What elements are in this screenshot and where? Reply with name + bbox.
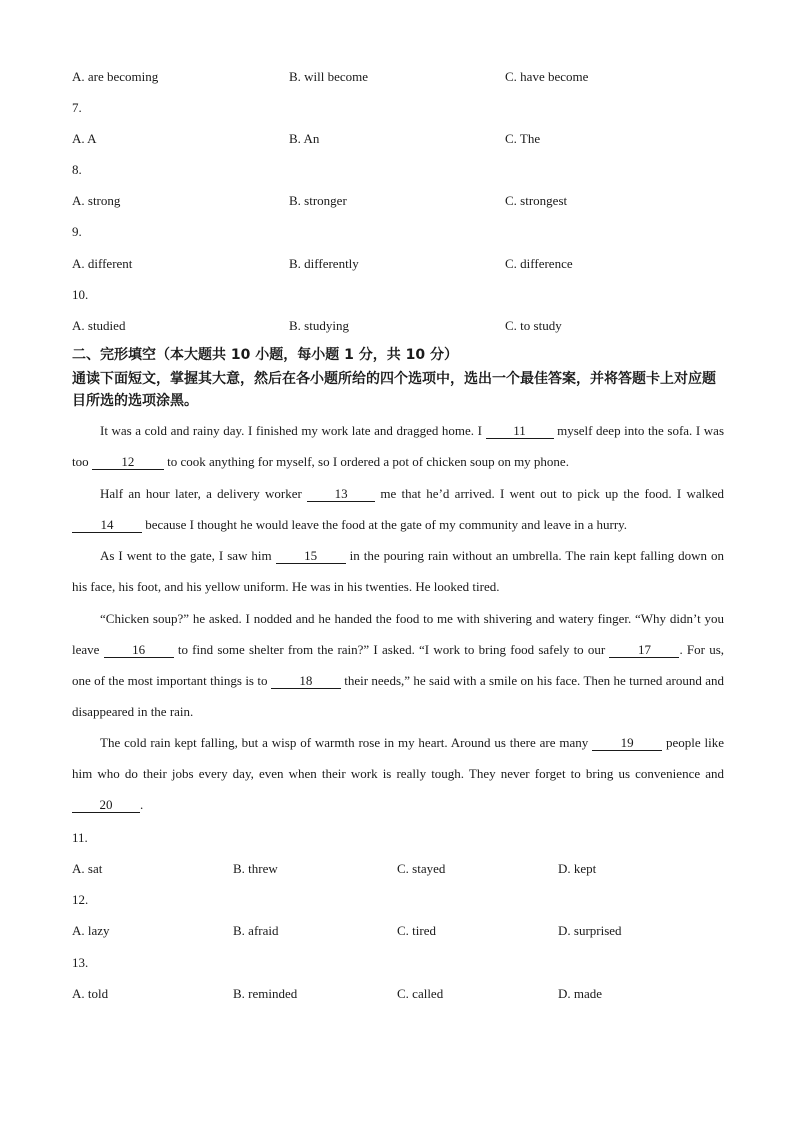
option-c: C. difference (505, 256, 573, 271)
question-8-number: 8. (72, 162, 82, 177)
blank-15: 15 (276, 549, 346, 564)
option-b: B. An (289, 131, 320, 146)
option-b: B. reminded (233, 986, 298, 1001)
question-11-number: 11. (72, 830, 88, 845)
option-c: C. strongest (505, 193, 568, 208)
section-instructions: 通读下面短文，掌握其大意，然后在各小题所给的四个选项中，选出一个最佳答案，并将答题卡上对应题目所选的选项涂黑。 (72, 371, 716, 409)
passage-paragraph-2: Half an hour later, a delivery worker 13 me that he’d arrived. I went out to pick up the food. I walked 14 because I thought he would leave the food at the gate of my community and leave in a hurry. (72, 478, 724, 540)
passage-paragraph-4: “Chicken soup?” he asked. I nodded and he handed the food to me with shivering and watery finger. “Why didn’t you leave 16 to find some shelter from the rain?” I asked. “I work to bring food safely to our 17 . For us, one of the most important things is to 18 their needs,” he said with a smile on his face. Then he turned around and disappeared in the rain. (72, 611, 725, 719)
option-a: A. sat (72, 861, 103, 876)
option-c: C. to study (505, 318, 562, 333)
option-b: B. studying (289, 318, 349, 333)
option-b: B. stronger (289, 193, 347, 208)
option-d: D. kept (558, 861, 597, 876)
option-c: C. called (397, 986, 444, 1001)
passage-paragraph-3: As I went to the gate, I saw him 15 in the pouring rain without an umbrella. The rain kept falling down on his face, his foot, and his yellow uniform. He was in his twenties. He looked tired. (72, 548, 724, 594)
option-a: A. lazy (72, 923, 110, 938)
blank-12: 12 (92, 455, 164, 470)
passage-paragraph-5: The cold rain kept falling, but a wisp of warmth rose in my heart. Around us there are many 19 people like him who do their jobs every day, even when their work is really tough. They never forget to bring us convenience and 20 . (72, 735, 724, 812)
option-c: C. have become (505, 69, 589, 84)
blank-11: 11 (486, 424, 554, 439)
option-a: A. strong (72, 193, 121, 208)
blank-13: 13 (307, 487, 375, 502)
option-d: D. made (558, 986, 603, 1001)
question-7-number: 7. (72, 100, 82, 115)
option-c: C. tired (397, 923, 436, 938)
blank-16: 16 (104, 643, 174, 658)
question-12-number: 12. (72, 892, 89, 907)
option-b: B. will become (289, 69, 369, 84)
option-a: A. different (72, 256, 133, 271)
question-10-number: 10. (72, 287, 89, 302)
option-a: A. studied (72, 318, 126, 333)
option-a: A. told (72, 986, 109, 1001)
blank-20: 20 (72, 798, 140, 813)
question-9-number: 9. (72, 224, 82, 239)
blank-14: 14 (72, 518, 142, 533)
option-b: B. afraid (233, 923, 279, 938)
option-a: A. are becoming (72, 69, 159, 84)
option-a: A. A (72, 131, 97, 146)
blank-18: 18 (271, 674, 341, 689)
option-d: D. surprised (558, 923, 622, 938)
option-b: B. threw (233, 861, 278, 876)
blank-17: 17 (609, 643, 679, 658)
section-title: 二、完形填空（本大题共 10 小题，每小题 1 分，共 10 分） (72, 347, 458, 363)
blank-19: 19 (592, 736, 662, 751)
passage-paragraph-1: It was a cold and rainy day. I finished my work late and dragged home. I 11 myself deep into the sofa. I was too 12 to cook anything for myself, so I ordered a pot of chicken soup on my phone. (72, 423, 724, 469)
option-c: C. stayed (397, 861, 446, 876)
question-13-number: 13. (72, 955, 89, 970)
option-c: C. The (505, 131, 541, 146)
option-b: B. differently (289, 256, 359, 271)
